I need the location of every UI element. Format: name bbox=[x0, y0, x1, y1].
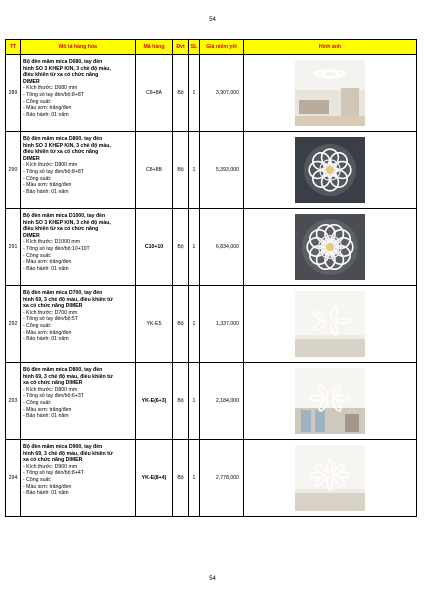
unit-cell: Bộ bbox=[173, 363, 189, 440]
description-spec-line: - Bảo hành: 01 năm bbox=[23, 188, 69, 195]
description-title-line: hình SỐ 3 KHÉP KÍN, 3 chế độ màu, bbox=[23, 142, 111, 149]
product-code: YK-E(6+3) bbox=[136, 363, 173, 440]
description-spec-line: - Công suất: bbox=[23, 322, 52, 329]
description-title-line: Bộ đèn mâm mica D800, tay đèn bbox=[23, 136, 103, 142]
description-title-line: Bộ đèn mâm mica D700, tay đèn bbox=[23, 290, 103, 296]
header-code: Mã hàng bbox=[136, 40, 173, 55]
ceiling-lamp-room-photo bbox=[295, 60, 365, 126]
description-spec-line: - Kích thước: D800 mm bbox=[23, 162, 78, 169]
row-number: 292 bbox=[6, 286, 21, 363]
quantity-cell: 1 bbox=[189, 132, 200, 209]
quantity-cell: 1 bbox=[189, 440, 200, 517]
price-cell: 5,393,000 bbox=[200, 132, 244, 209]
description-title-line: hình SỐ 3 KHÉP KÍN, 3 chế độ màu, bbox=[23, 65, 111, 72]
description-title-line: điều khiển từ xa có chức năng bbox=[23, 72, 99, 79]
description-title-line: xa có chức năng DIMER bbox=[23, 380, 83, 387]
description-title-line: Bộ đèn mâm mica D800, tay đèn bbox=[23, 367, 103, 373]
product-table bbox=[5, 39, 417, 517]
description-title-line: Bộ đèn mâm mica D1000, tay đèn bbox=[23, 213, 106, 219]
description-title-line: điều khiển từ xa có chức năng bbox=[23, 226, 99, 233]
row-number: 291 bbox=[6, 209, 21, 286]
product-image-cell bbox=[244, 286, 417, 363]
ceiling-lamp-flower-photo bbox=[295, 137, 365, 203]
description-spec-line: - Kích thước: D1000 mm bbox=[23, 239, 81, 246]
header-description: Mô tả hàng hóa bbox=[21, 40, 136, 55]
description-title-line: xa có chức năng DIMER bbox=[23, 303, 83, 310]
product-description bbox=[21, 286, 136, 363]
row-number: 289 bbox=[6, 55, 21, 132]
product-image-cell bbox=[244, 132, 417, 209]
description-spec-line: - Bảo hành: 01 năm bbox=[23, 413, 69, 420]
description-title-line: DIMER bbox=[23, 155, 40, 162]
description-spec-line: - Bảo hành: 01 năm bbox=[23, 490, 69, 497]
quantity-cell: 1 bbox=[189, 363, 200, 440]
description-title-line: hình 69, 3 chế độ màu, điều khiển từ bbox=[23, 450, 113, 457]
table-row bbox=[6, 286, 417, 363]
price-cell: 1,337,000 bbox=[200, 286, 244, 363]
description-title-line: hình 69, 3 chế độ màu, điều khiển từ bbox=[23, 373, 113, 380]
description-spec-line: - Công suất: bbox=[23, 252, 52, 259]
description-title-line: điều khiển từ xa có chức năng bbox=[23, 149, 99, 156]
product-code: YK-E5 bbox=[136, 286, 173, 363]
unit-cell: Bộ bbox=[173, 209, 189, 286]
description-title-line: Bộ đèn mâm mica D680, tay đèn bbox=[23, 59, 103, 65]
description-spec-line: - Kích thước: D800 mm bbox=[23, 386, 78, 393]
description-spec-line: - Màu sơn: trắng/đen bbox=[23, 259, 72, 266]
description-spec-line: - Kích thước: D700 mm bbox=[23, 309, 78, 316]
description-title-line: hình 69, 3 chế độ màu, điều khiển từ bbox=[23, 296, 113, 303]
unit-cell: Bộ bbox=[173, 286, 189, 363]
description-spec-line: - Kích thước: D680 mm bbox=[23, 85, 78, 92]
description-spec-line: - Màu sơn: trắng/đen bbox=[23, 329, 72, 336]
page-number-bottom: 54 bbox=[209, 576, 216, 582]
description-title-line: DIMER bbox=[23, 78, 40, 85]
product-image-cell bbox=[244, 209, 417, 286]
description-spec-line: - Tổng số tay đèn/bộ:8+4T bbox=[23, 470, 84, 477]
row-number: 293 bbox=[6, 363, 21, 440]
page-number-top: 54 bbox=[209, 17, 216, 23]
description-spec-line: - Tổng số tay đèn/bộ:5T bbox=[23, 316, 78, 323]
product-code: C10+10 bbox=[136, 209, 173, 286]
description-spec-line: - Kích thước: D900 mm bbox=[23, 463, 78, 470]
unit-cell: Bộ bbox=[173, 132, 189, 209]
table-row bbox=[6, 363, 417, 440]
quantity-cell: 1 bbox=[189, 209, 200, 286]
ceiling-lamp-69-twelve-photo bbox=[295, 445, 365, 511]
description-title-line: DIMER bbox=[23, 232, 40, 239]
product-image-cell bbox=[244, 363, 417, 440]
header-unit: Đvt bbox=[173, 40, 189, 55]
price-cell: 6,834,000 bbox=[200, 209, 244, 286]
quantity-cell: 1 bbox=[189, 55, 200, 132]
table-row bbox=[6, 440, 417, 517]
description-spec-line: - Tổng số tay đèn/bộ:10+10T bbox=[23, 245, 90, 252]
product-description bbox=[21, 132, 136, 209]
quantity-cell: 1 bbox=[189, 286, 200, 363]
description-spec-line: - Bảo hành: 01 năm bbox=[23, 336, 69, 343]
product-code: C8+8B bbox=[136, 132, 173, 209]
description-spec-line: - Bảo hành: 01 năm bbox=[23, 111, 69, 118]
product-description bbox=[21, 363, 136, 440]
description-title-line: Bộ đèn mâm mica D900, tay đèn bbox=[23, 444, 103, 450]
unit-cell: Bộ bbox=[173, 440, 189, 517]
product-description bbox=[21, 209, 136, 286]
table-row bbox=[6, 209, 417, 286]
description-spec-line: - Bảo hành: 01 năm bbox=[23, 265, 69, 272]
product-image-cell bbox=[244, 55, 417, 132]
description-title-line: hình SỐ 3 KHÉP KÍN, 3 chế độ màu, bbox=[23, 219, 111, 226]
ceiling-lamp-large-flower-photo bbox=[295, 214, 365, 280]
product-code: C8+8A bbox=[136, 55, 173, 132]
price-cell: 2,184,000 bbox=[200, 363, 244, 440]
product-description bbox=[21, 55, 136, 132]
description-spec-line: - Tổng số tay đèn/bộ:8+8T bbox=[23, 91, 84, 98]
ceiling-lamp-69-nine-photo bbox=[295, 368, 365, 434]
description-spec-line: - Màu sơn: trắng/đen bbox=[23, 483, 72, 490]
product-code: YK-E(8+4) bbox=[136, 440, 173, 517]
unit-cell: Bộ bbox=[173, 55, 189, 132]
header-image: Hình ảnh bbox=[244, 40, 417, 55]
header-tt: TT bbox=[6, 40, 21, 55]
price-cell: 3,907,000 bbox=[200, 55, 244, 132]
description-spec-line: - Màu sơn: trắng/đen bbox=[23, 182, 72, 189]
description-title-line: xa có chức năng DIMER bbox=[23, 457, 83, 464]
description-spec-line: - Công suất: bbox=[23, 98, 52, 105]
description-spec-line: - Màu sơn: trắng/đen bbox=[23, 105, 72, 112]
description-spec-line: - Tổng số tay đèn/bộ:6+3T bbox=[23, 393, 84, 400]
table-header-row bbox=[6, 40, 417, 55]
product-image-cell bbox=[244, 440, 417, 517]
header-qty: SL bbox=[189, 40, 200, 55]
ceiling-lamp-69-five-photo bbox=[295, 291, 365, 357]
table-row bbox=[6, 55, 417, 132]
description-spec-line: - Màu sơn: trắng/đen bbox=[23, 406, 72, 413]
header-price: Giá niêm yết bbox=[200, 40, 244, 55]
description-spec-line: - Công suất: bbox=[23, 476, 52, 483]
description-spec-line: - Công suất: bbox=[23, 399, 52, 406]
description-spec-line: - Công suất: bbox=[23, 175, 52, 182]
description-spec-line: - Tổng số tay đèn/bộ:8+8T bbox=[23, 168, 84, 175]
product-description bbox=[21, 440, 136, 517]
row-number: 290 bbox=[6, 132, 21, 209]
table-row bbox=[6, 132, 417, 209]
row-number: 294 bbox=[6, 440, 21, 517]
price-cell: 2,778,000 bbox=[200, 440, 244, 517]
